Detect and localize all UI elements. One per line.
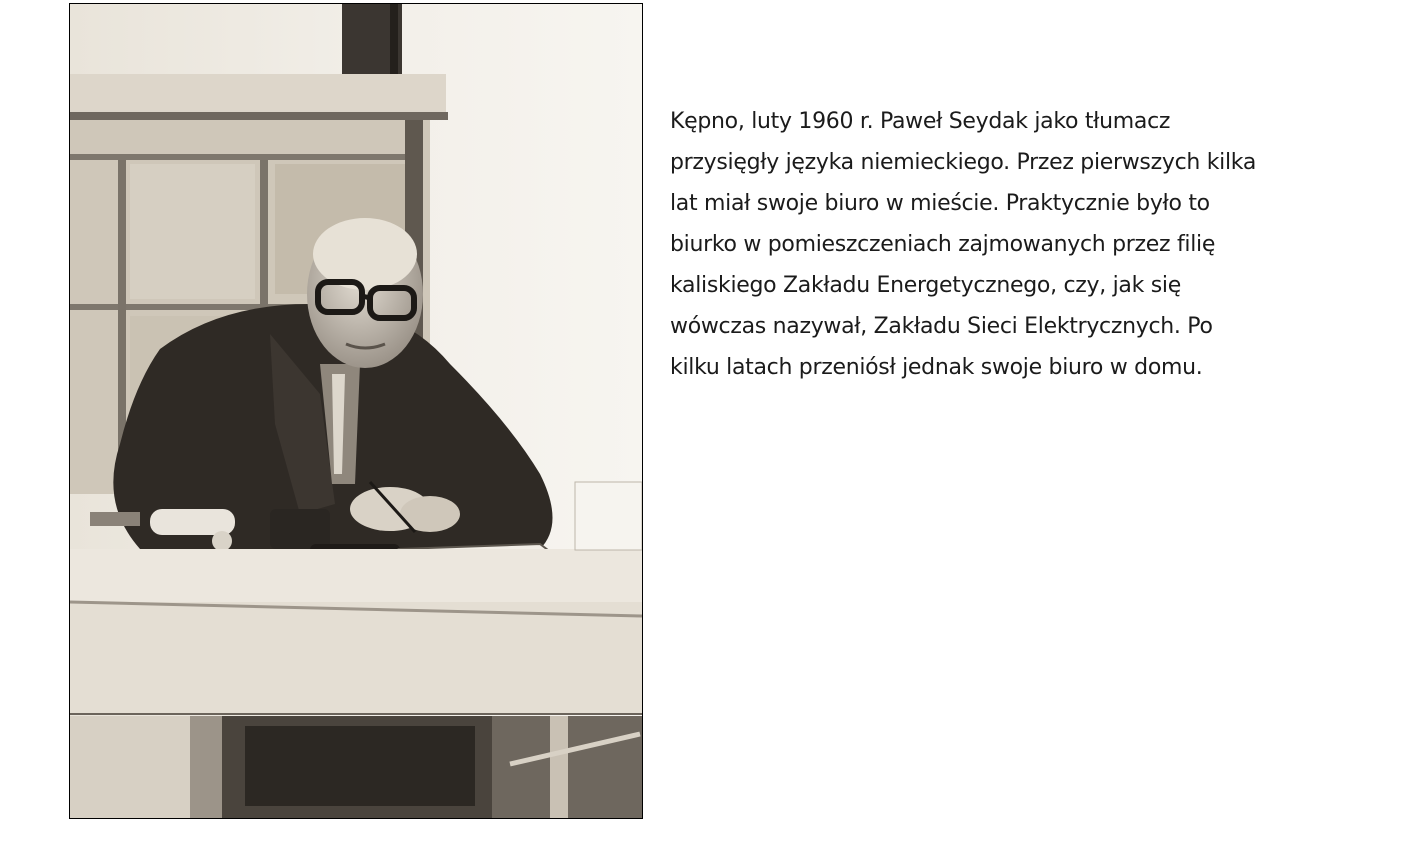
caption-line: lat miał swoje biuro w mieście. Praktycznie było to [670, 191, 1210, 216]
caption-line: przysięgły języka niemieckiego. Przez pierwszych kilka [670, 150, 1256, 175]
caption-line: biurko w pomieszczeniach zajmowanych przez filię [670, 232, 1216, 257]
caption-line: Kępno, luty 1960 r. Paweł Seydak jako tłumacz [670, 109, 1171, 134]
caption-line: kaliskiego Zakładu Energetycznego, czy, jak się [670, 273, 1181, 298]
caption-line: wówczas nazywał, Zakładu Sieci Elektrycznych. Po [670, 314, 1213, 339]
photo-illustration [70, 4, 642, 818]
caption-line: kilku latach przeniósł jednak swoje biuro w domu. [670, 355, 1203, 380]
photo-desk [70, 549, 642, 818]
historical-photo [69, 3, 643, 819]
photo-caption [670, 101, 1360, 388]
